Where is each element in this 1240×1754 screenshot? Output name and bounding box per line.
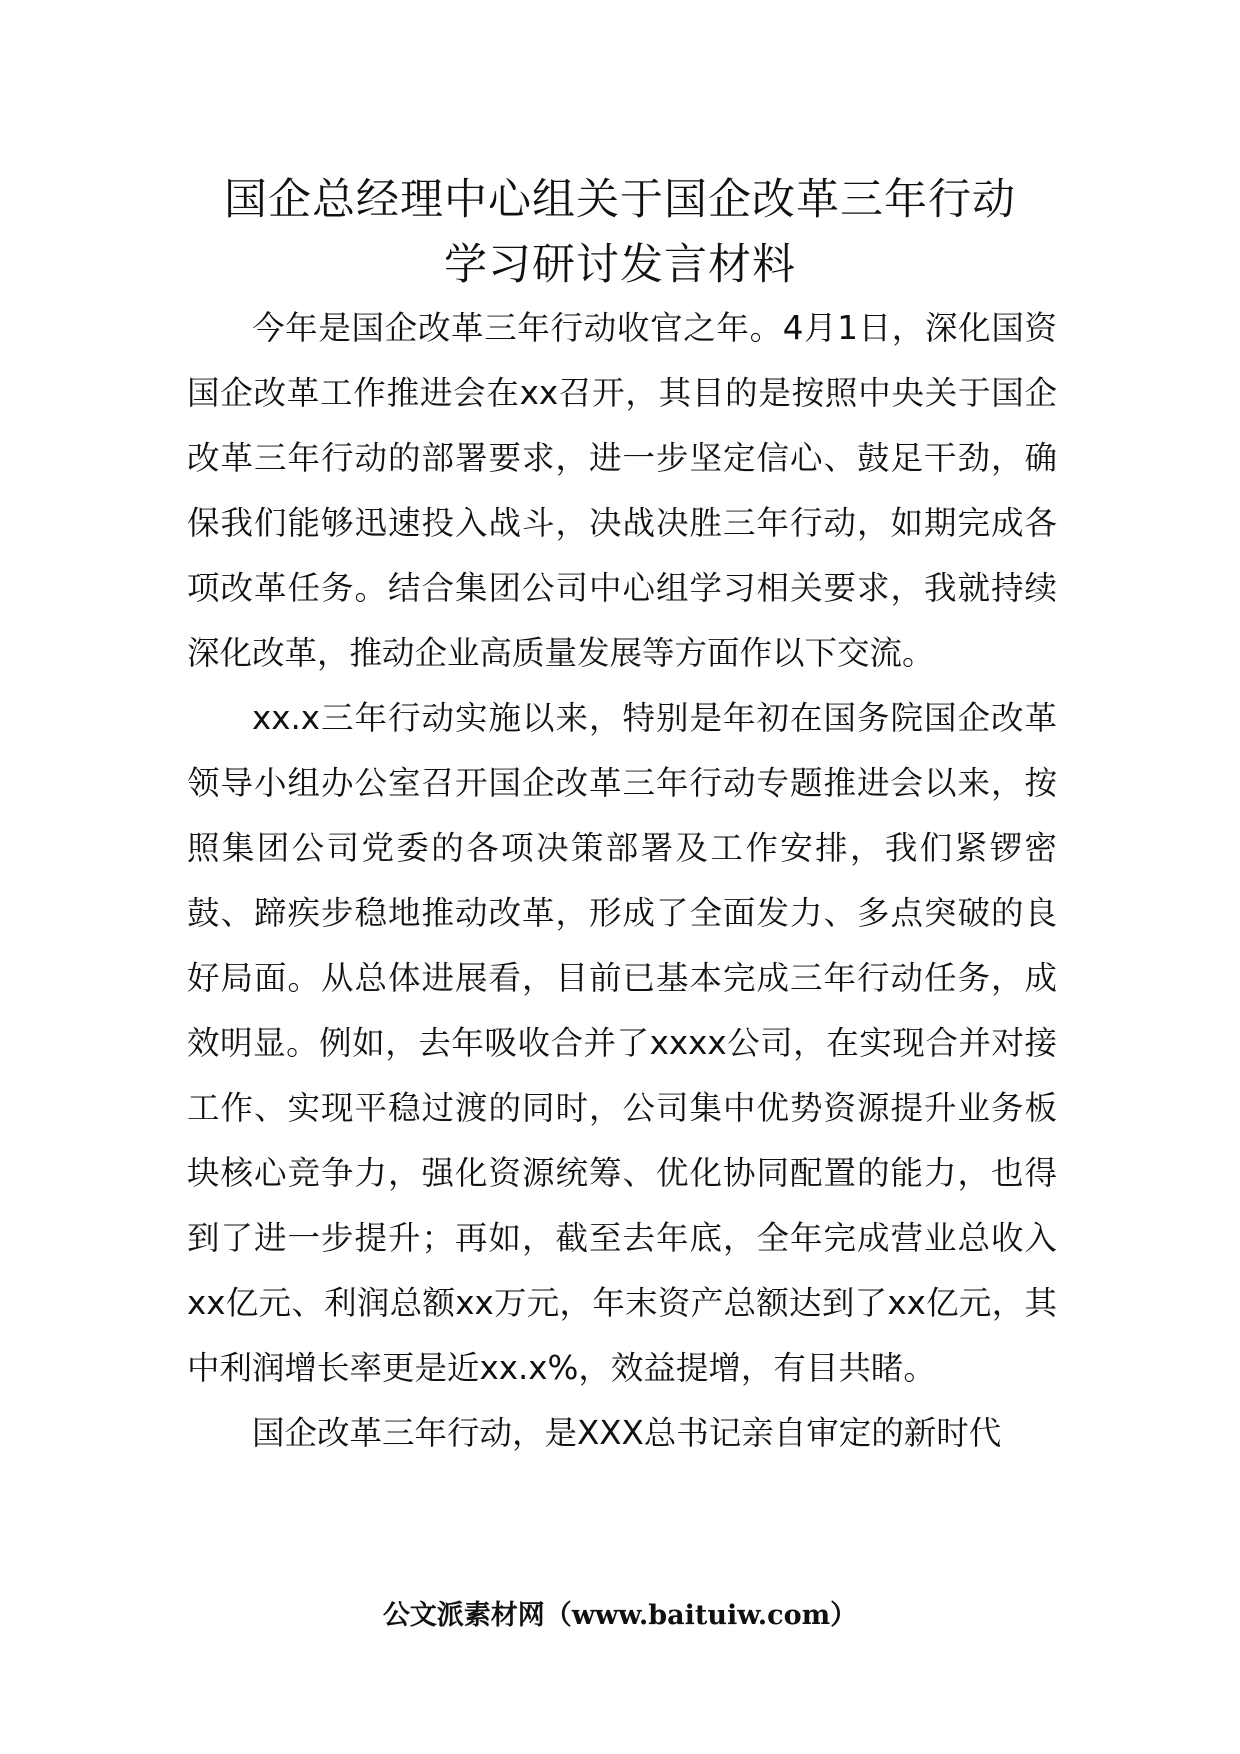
document-title-line-2: 学习研讨发言材料: [444, 240, 796, 290]
paragraph-3: 国企改革三年行动，是XXX总书记亲自审定的新时代: [252, 1414, 1002, 1452]
paragraph-2: xx.x三年行动实施以来，特别是年初在国务院国企改革领导小组办公室召开国企改革三年行动专题推进会以来，按照集团公司党委的各项决策部署及工作安排，我们紧锣密鼓、蹄疾步稳地推动改革，形成了全面发力、多点突破的良好局面。从总体进展看，目前已基本完成三年行动任务，成效明显。例如，去年吸收合并了xxxx公司，在实现合并对接工作、实现平稳过渡的同时，公司集中优势资源提升业务板块核心竞争力，强化资源统筹、优化协同配置的能力，也得到了进一步提升；再如，截至去年底，全年完成营业总收入xx亿元、利润总额xx万元，年末资产总额达到了xx亿元，其中利润增长率更是近xx.x%，效益提增，有目共睹。: [187, 699, 1057, 1387]
document-body: [187, 296, 1057, 1466]
footer-watermark: 公文派素材网（www.baituiw.com）: [382, 1600, 858, 1631]
document-title-line-1: 国企总经理中心组关于国企改革三年行动: [224, 175, 1016, 225]
paragraph-1: 今年是国企改革三年行动收官之年。4月1日，深化国资国企改革工作推进会在xx召开，其目的是按照中央关于国企改革三年行动的部署要求，进一步坚定信心、鼓足干劲，确保我们能够迅速投入战斗，决战决胜三年行动，如期完成各项改革任务。结合集团公司中心组学习相关要求，我就持续深化改革，推动企业高质量发展等方面作以下交流。: [187, 309, 1057, 672]
